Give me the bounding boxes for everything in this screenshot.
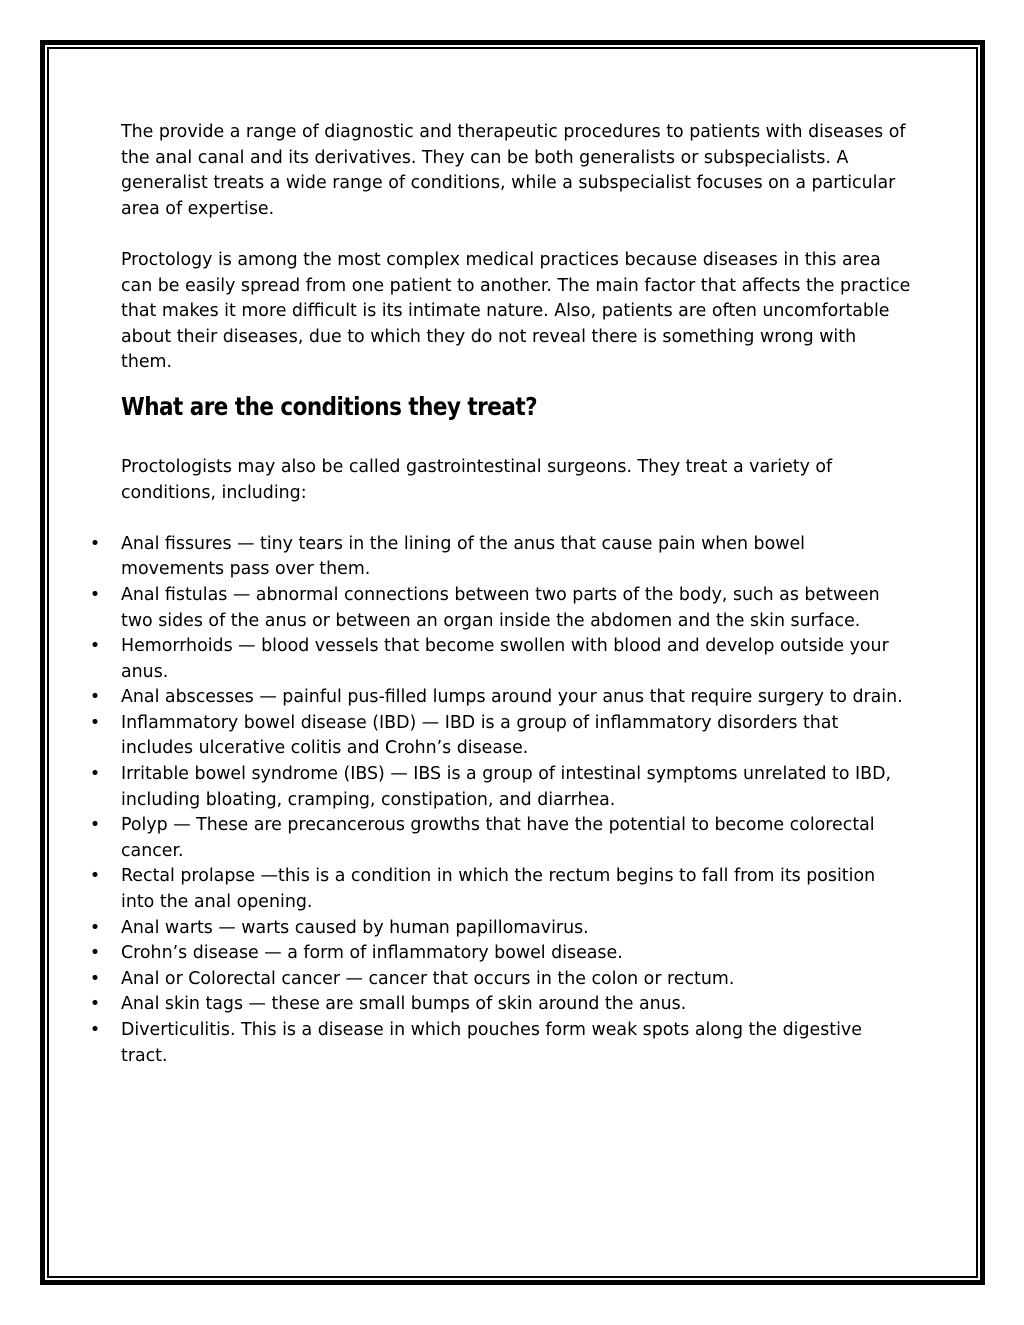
condition-text: Anal skin tags — these are small bumps of skin around the anus. [121, 994, 687, 1015]
condition-text: Diverticulitis. This is a disease in which pouches form weak spots along the digestive tract. [121, 1020, 862, 1066]
list-item [89, 941, 911, 967]
bullet-icon: • [89, 994, 101, 1015]
bullet-icon: • [89, 866, 101, 887]
list-item [89, 992, 911, 1018]
bullet-icon: • [89, 636, 101, 657]
bullet-icon: • [89, 764, 101, 785]
condition-text: Anal abscesses — painful pus-filled lumps around your anus that require surgery to drain. [121, 687, 903, 708]
condition-text: Polyp — These are precancerous growths that have the potential to become colorectal cancer. [121, 815, 875, 861]
condition-text: Anal fistulas — abnormal connections between two parts of the body, such as between two sides of the anus or between an organ inside the abdomen and the skin surface. [121, 584, 880, 631]
list-item [89, 916, 911, 942]
conditions-list [89, 532, 911, 1069]
list-item [89, 1018, 911, 1069]
condition-text: Inflammatory bowel disease (IBD) — IBD is a group of inflammatory disorders that includes ulcerative colitis and Crohn’s disease. [121, 712, 839, 759]
condition-text: Rectal prolapse —this is a condition in which the rectum begins to fall from its position into the anal opening. [121, 866, 876, 913]
list-item [89, 813, 911, 864]
bullet-icon: • [89, 1020, 101, 1040]
condition-text: Hemorrhoids — blood vessels that become swollen with blood and develop outside your anus. [121, 636, 889, 682]
list-item [89, 532, 911, 583]
list-item [89, 583, 911, 634]
list-item [89, 762, 911, 813]
list-item [89, 685, 911, 711]
bullet-icon: • [89, 943, 101, 964]
bullet-icon: • [89, 584, 101, 605]
list-item [89, 711, 911, 762]
bullet-icon: • [89, 533, 101, 554]
bullet-icon: • [89, 815, 101, 836]
condition-text: Irritable bowel syndrome (IBS) — IBS is a group of intestinal symptoms unrelated to IBD, including bloating, cramping, constipation, and diarrhea. [121, 764, 892, 810]
condition-text: Anal fissures — tiny tears in the lining of the anus that cause pain when bowel movements pass over them. [121, 533, 805, 580]
bullet-icon: • [89, 712, 101, 733]
list-item [89, 967, 911, 993]
conditions-intro: Proctologists may also be called gastrointestinal surgeons. They treat a variety of conditions, including: [121, 456, 833, 503]
condition-text: Anal or Colorectal cancer — cancer that occurs in the colon or rectum. [121, 968, 735, 989]
document-body [89, 120, 911, 1069]
list-item [89, 864, 911, 915]
list-item [89, 634, 911, 685]
proctology-paragraph: Proctology is among the most complex medical practices because diseases in this area can be easily spread from one patient to another. The main factor that affects the practice that makes it more difficult is its intimate nature. Also, patients are often uncomfortable about their diseases, due to which they do not reveal there is something wrong with them. [121, 249, 911, 373]
section-heading: What are the conditions they treat? [121, 391, 538, 421]
condition-text: Anal warts — warts caused by human papillomavirus. [121, 917, 589, 938]
bullet-icon: • [89, 968, 101, 989]
bullet-icon: • [89, 917, 101, 938]
intro-paragraph: The provide a range of diagnostic and therapeutic procedures to patients with diseases of the anal canal and its derivatives. They can be both generalists or subspecialists. A generalist treats a wide range of conditions, while a subspecialist focuses on a particular area of expertise. [121, 122, 906, 219]
bullet-icon: • [89, 687, 101, 708]
condition-text: Crohn’s disease — a form of inflammatory bowel disease. [121, 943, 623, 964]
